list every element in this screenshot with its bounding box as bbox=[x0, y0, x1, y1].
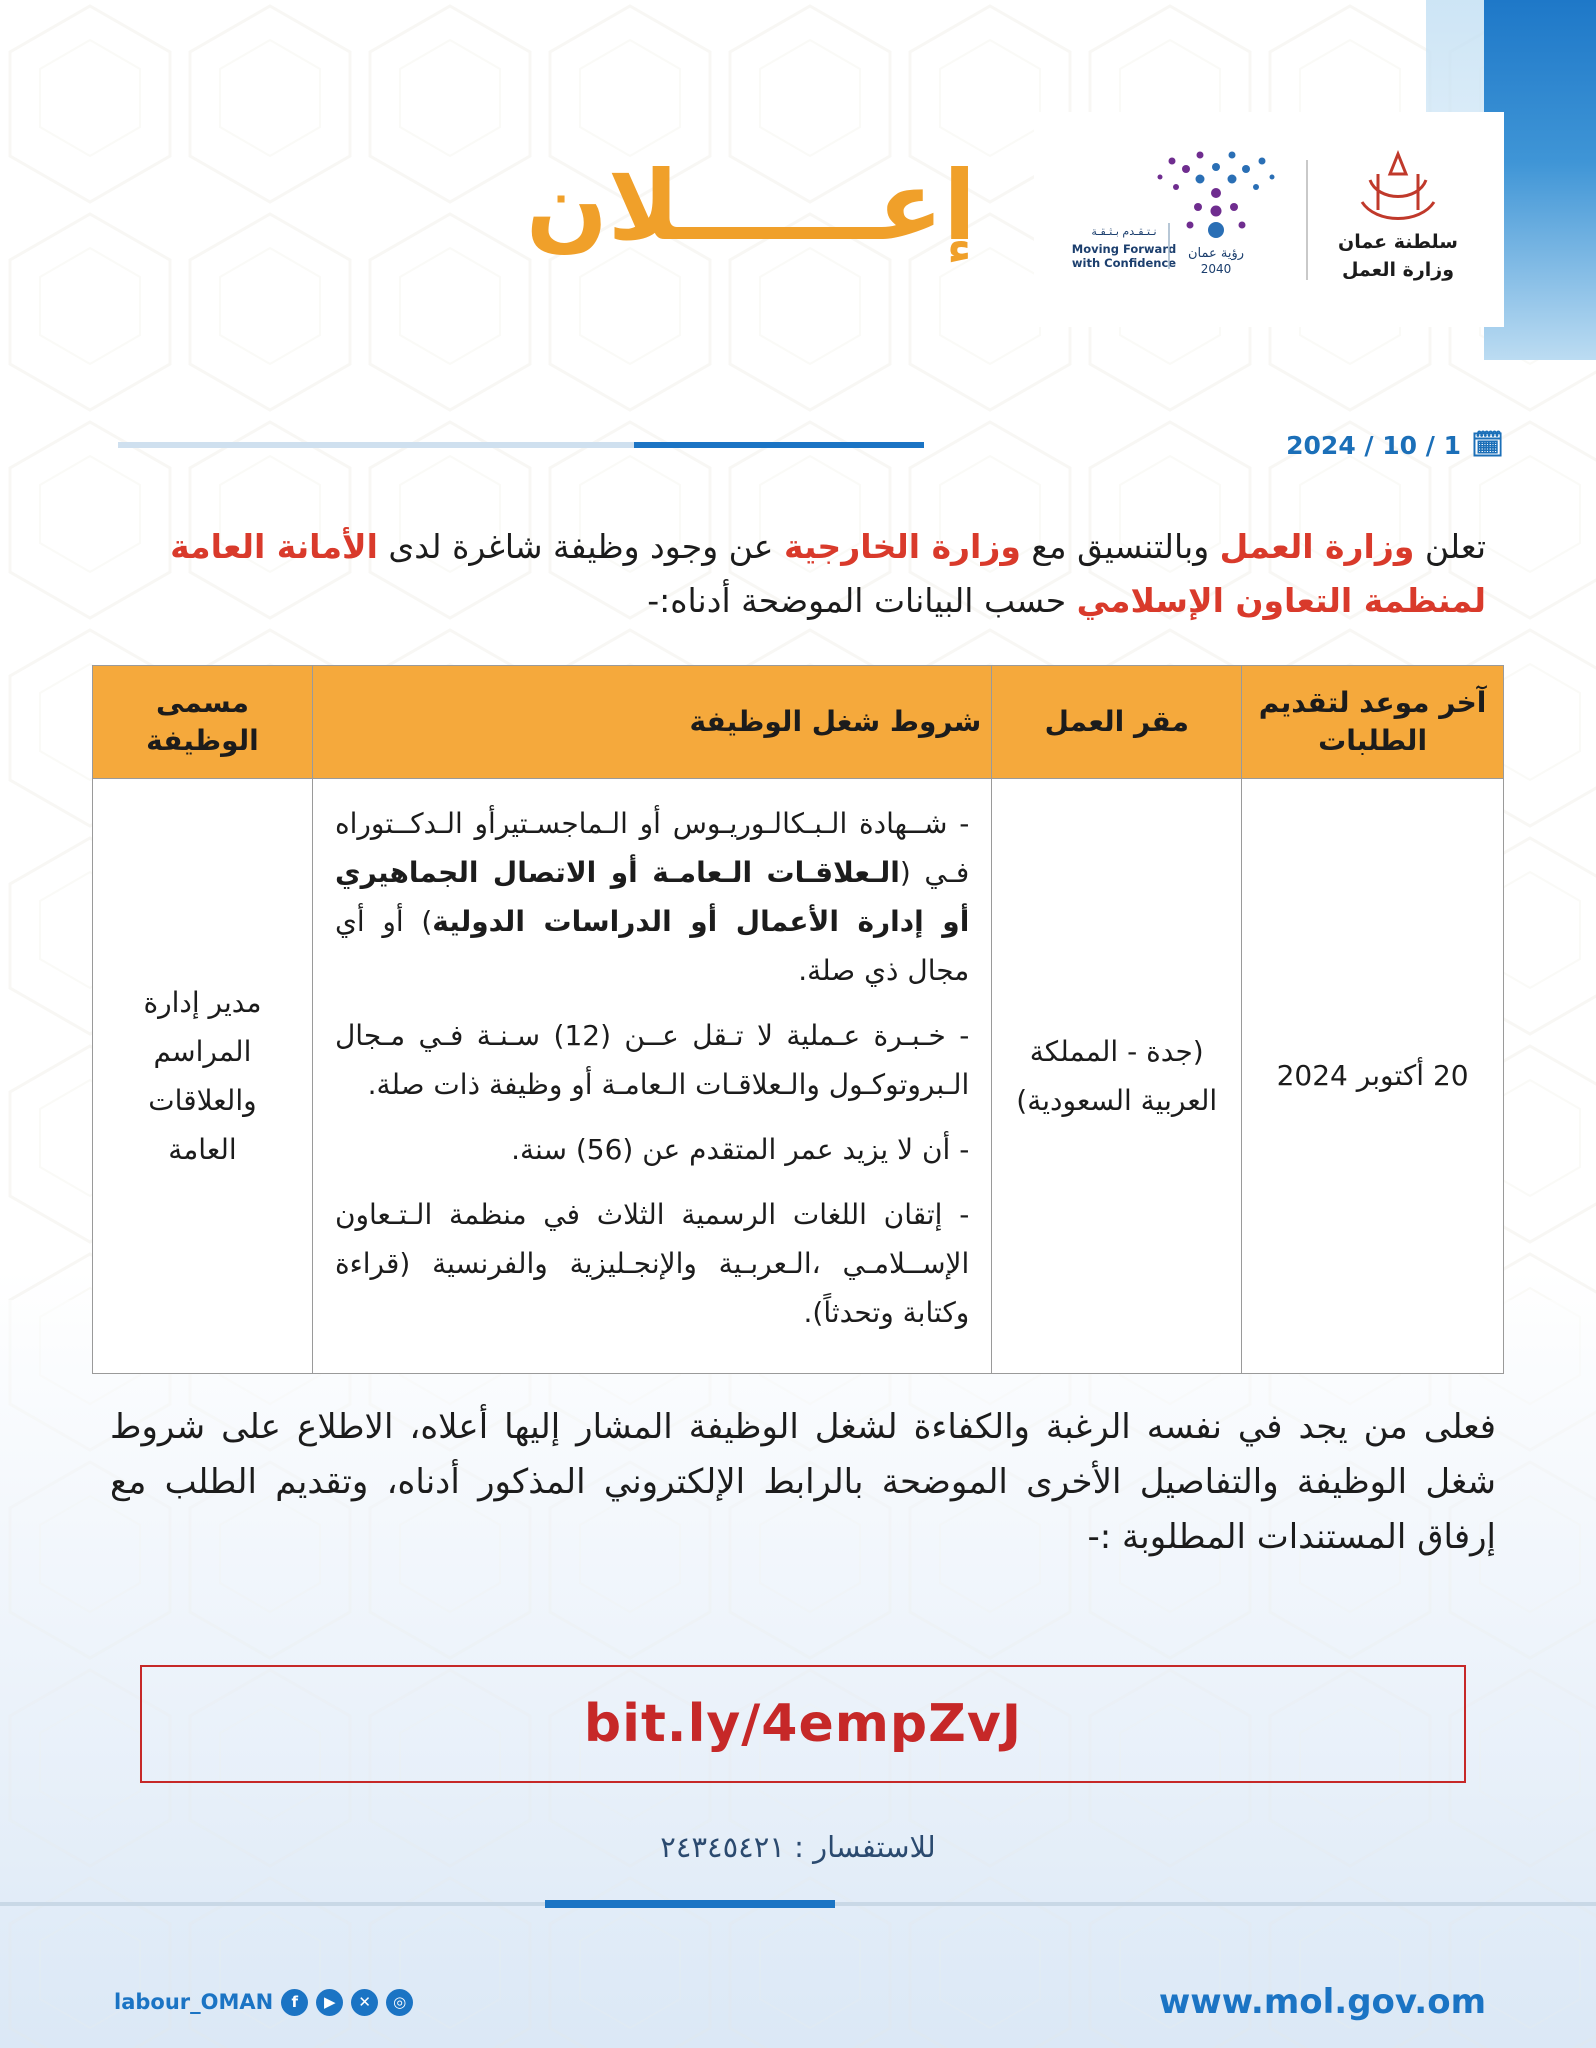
application-link-box[interactable] bbox=[140, 1665, 1466, 1783]
intro-part4: حسب البيانات الموضحة أدناه:- bbox=[647, 581, 1077, 621]
oman-vision-2040-logo bbox=[1066, 135, 1296, 305]
enquiry-number: ٢٤٣٤٥٤٢١ bbox=[660, 1830, 785, 1864]
intro-part2: وبالتنسيق مع bbox=[1020, 527, 1220, 566]
intro-paragraph bbox=[118, 520, 1486, 629]
enquiry-line bbox=[0, 1830, 1596, 1864]
condition-pre: - شــهادة الـبـكالـوريـوس أو الـماجسـتيرأو الـدكــتوراه فـي ( bbox=[334, 806, 970, 889]
footer-rule-blue bbox=[545, 1900, 835, 1908]
org-ministry-of-foreign-affairs: وزارة الخارجية bbox=[783, 527, 1021, 566]
condition-item bbox=[335, 799, 969, 995]
cell-conditions bbox=[312, 778, 991, 1373]
website-url[interactable]: www.mol.gov.om bbox=[1158, 1982, 1486, 2022]
facebook-icon[interactable]: f bbox=[281, 1989, 308, 2016]
svg-text:with Confidence: with Confidence bbox=[1071, 255, 1177, 270]
publish-date bbox=[1286, 430, 1504, 460]
social-links[interactable] bbox=[110, 1989, 413, 2016]
table-header-row bbox=[93, 666, 1504, 779]
vacancy-table bbox=[92, 665, 1504, 1374]
header-conditions: شروط شغل الوظيفة bbox=[312, 666, 991, 779]
x-twitter-icon[interactable]: ✕ bbox=[351, 1989, 378, 2016]
cell-place: (جدة - المملكة العربية السعودية) bbox=[992, 778, 1242, 1373]
cell-job-title: مدير إدارة المراسم والعلاقات العامة bbox=[93, 778, 313, 1373]
logo-card bbox=[1034, 112, 1504, 327]
svg-text:نـتـقـدم بـثـقـة: نـتـقـدم بـثـقـة bbox=[1091, 224, 1157, 238]
footer-rule bbox=[0, 1900, 1596, 1908]
calendar-icon: 🗓 bbox=[1470, 430, 1504, 460]
condition-item: - خـبـرة عـملية لا تـقل عــن (12) سـنـة فـي مـجال الـبروتوكـول والـعلاقـات الـعامـة أو وظيفة ذات صلة. bbox=[334, 1018, 970, 1101]
header-deadline: آخر موعد لتقديم الطلبات bbox=[1242, 666, 1504, 779]
cell-deadline: 20 أكتوبر 2024 bbox=[1242, 778, 1504, 1373]
social-handle: labour_OMAN bbox=[114, 1990, 274, 2014]
date-text: 2024 / 10 / 1 bbox=[1286, 430, 1461, 460]
page-footer bbox=[0, 1982, 1596, 2022]
header-place: مقر العمل bbox=[992, 666, 1242, 779]
intro-part1: تعلن bbox=[1414, 527, 1486, 566]
application-link[interactable]: bit.ly/4empZvJ bbox=[583, 1694, 1023, 1754]
table-row bbox=[93, 778, 1504, 1373]
date-rule-row bbox=[118, 430, 1504, 460]
instagram-icon[interactable]: ◎ bbox=[386, 1989, 413, 2016]
instructions-paragraph: فعلى من يجد في نفسه الرغبة والكفاءة لشغل الوظيفة المشار إليها أعلاه، الاطلاع على شروط شغل الوظيفة والتفاصيل الأخرى الموضحة بالرابط الإلكتروني المذكور أدناه، وتقديم الطلب مع إرفاق المستندات المطلوبة :- bbox=[110, 1407, 1496, 1558]
header-job-title: مسمى الوظيفة bbox=[93, 666, 313, 779]
intro-part3: عن وجود وظيفة شاغرة لدى bbox=[377, 527, 784, 566]
page-title: إعــــــلان bbox=[525, 150, 976, 262]
oman-ministry-emblem-icon bbox=[1318, 140, 1478, 300]
svg-text:وزارة العمل: وزارة العمل bbox=[1341, 258, 1455, 281]
condition-item: - أن لا يزيد عمر المتقدم عن (56) سنة. bbox=[511, 1132, 970, 1166]
svg-text:2040: 2040 bbox=[1200, 261, 1232, 276]
svg-text:Moving Forward: Moving Forward bbox=[1071, 241, 1177, 256]
condition-bold: الـعلاقـات الـعامـة أو الاتصال الجماهيري أو إدارة الأعمال أو الدراسات الدولية bbox=[334, 855, 970, 938]
horizontal-rule bbox=[118, 442, 924, 448]
condition-post: ) أو أي مجال ذي صلة. bbox=[334, 904, 970, 987]
enquiry-label: للاستفسار : bbox=[784, 1830, 936, 1864]
org-oic-secretariat: الأمانة العامة لمنظمة التعاون الإسلامي bbox=[170, 527, 1486, 621]
org-ministry-of-labour: وزارة العمل bbox=[1219, 527, 1415, 566]
youtube-icon[interactable]: ▶ bbox=[316, 1989, 343, 2016]
svg-text:رؤية عمان: رؤية عمان bbox=[1187, 245, 1245, 261]
horizontal-rule-fill bbox=[634, 442, 924, 448]
condition-item: - إتقان اللغات الرسمية الثلاث في منظمة الـتـعاون الإســلامـي ،الـعربـية والإنجـليزية والفرنسية (قراءة وكتابة وتحدثاً). bbox=[334, 1197, 970, 1329]
logo-divider bbox=[1306, 160, 1308, 280]
conditions-list bbox=[335, 799, 969, 1337]
svg-text:سلطنة عمان: سلطنة عمان bbox=[1338, 230, 1458, 253]
